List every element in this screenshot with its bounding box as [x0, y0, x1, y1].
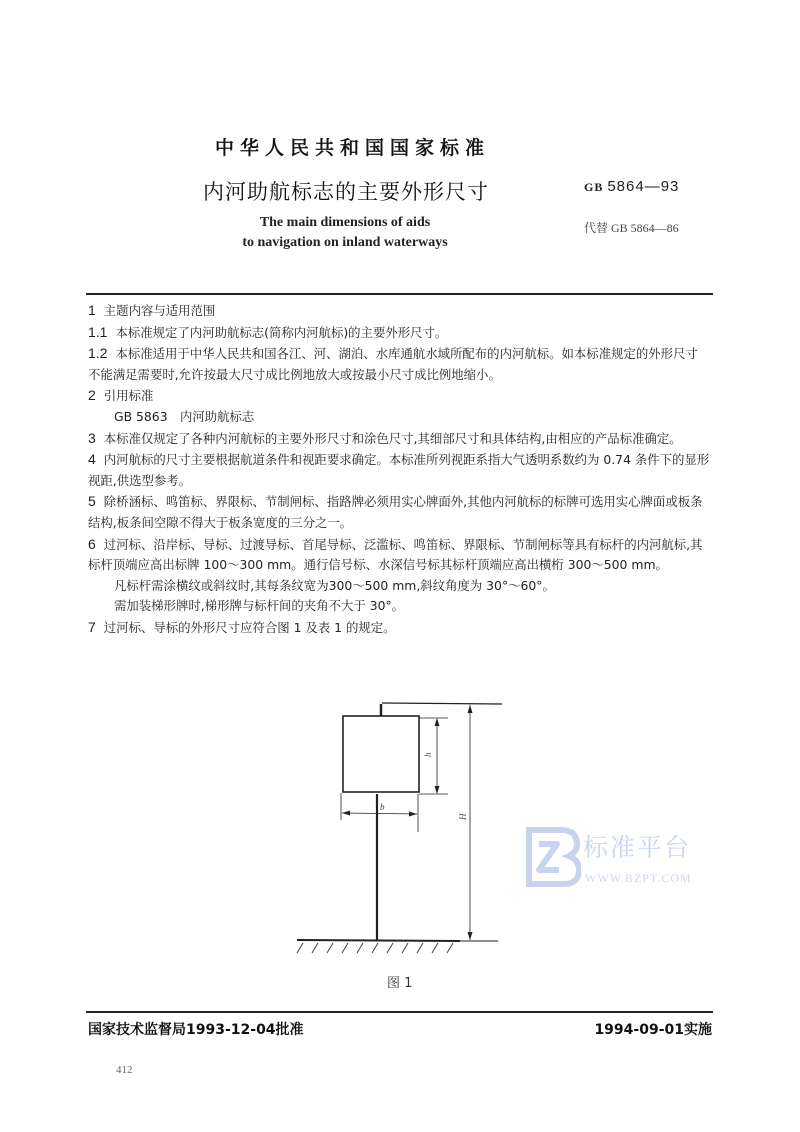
title-en-line-2: to navigation on inland waterways [242, 235, 448, 250]
ground-hatching [297, 943, 453, 953]
section-6: 6 过河标、沿岸标、导标、过渡导标、首尾导标、泛滥标、鸣笛标、界限标、节制闸标等具有标杆的内河航标,其标杆顶端应高出标牌 100～300 mm。通行信号标、水深信号标其标杆顶端应高出横桁 300～500 mm。 [88, 535, 703, 573]
implementation-date: 1994-09-01实施 [594, 1022, 712, 1038]
standard-code [584, 178, 679, 195]
referenced-standard: GB 5863 内河助航标志 [114, 408, 255, 424]
section-1: 1 主题内容与适用范围 [88, 302, 216, 318]
figure-1-diagram [280, 690, 520, 1000]
label-b: b [380, 802, 385, 812]
section-3: 3 本标准仅规定了各种内河航标的主要外形尺寸和涂色尺寸,其细部尺寸和具体结构,由相应的产品标准确定。 [88, 429, 682, 446]
section-4: 4 内河航标的尺寸主要根据航道条件和视距要求确定。本标准所列视距系指大气透明系数约为 0.74 条件下的显形视距,供选型参考。 [88, 451, 710, 488]
section-1-1: 1.1 本标准规定了内河助航标志(简称内河航标)的主要外形尺寸。 [88, 323, 448, 340]
title-en-line-1: The main dimensions of aids [259, 215, 431, 230]
section-5: 5 除桥涵标、鸣笛标、界限标、节制闸标、指路牌必须用实心牌面外,其他内河航标的标牌可选用实心牌面或板条结构,板条间空隙不得大于板条宽度的三分之一。 [88, 493, 703, 530]
label-H: H [458, 813, 468, 820]
section-1-2: 1.2 本标准适用于中华人民共和国各江、河、湖泊、水库通航水域所配布的内河航标。如本标准规定的外形尺寸不能满足需要时,允许按最大尺寸成比例地放大或按最小尺寸成比例地缩小。 [88, 345, 698, 382]
bzpt-logo-icon [525, 826, 581, 888]
section-2: 2 引用标准 [88, 387, 154, 404]
page-number: 412 [116, 1064, 133, 1076]
bottom-divider [86, 1011, 713, 1013]
section-6-stripes: 凡标杆需涂横纹或斜纹时,其每条纹宽为300～500 mm,斜纹角度为 30°～60°。 [114, 577, 555, 593]
document-title-en [225, 213, 465, 253]
replaces-standard: 代替 GB 5864—86 [584, 221, 679, 235]
approval-date: 国家技术监督局1993-12-04批准 [88, 1022, 304, 1038]
standard-code-number: 5864—93 [607, 178, 680, 195]
national-standard-heading: 中华人民共和国国家标准 [215, 137, 491, 159]
document-body [88, 300, 710, 639]
top-divider [86, 293, 713, 295]
section-7: 7 过河标、导标的外形尺寸应符合图 1 及表 1 的规定。 [88, 618, 396, 635]
watermark [525, 824, 725, 894]
section-6-trapezoid: 需加装梯形牌时,梯形牌与标杆间的夹角不大于 30°。 [114, 598, 405, 614]
watermark-url: WWW.BZPT.COM [585, 871, 692, 885]
figure-caption: 图 1 [387, 976, 413, 991]
standard-code-prefix: GB [584, 180, 604, 194]
watermark-text: 标准平台 [583, 833, 692, 862]
label-h: h [423, 752, 433, 757]
document-title-cn: 内河助航标志的主要外形尺寸 [203, 180, 489, 204]
